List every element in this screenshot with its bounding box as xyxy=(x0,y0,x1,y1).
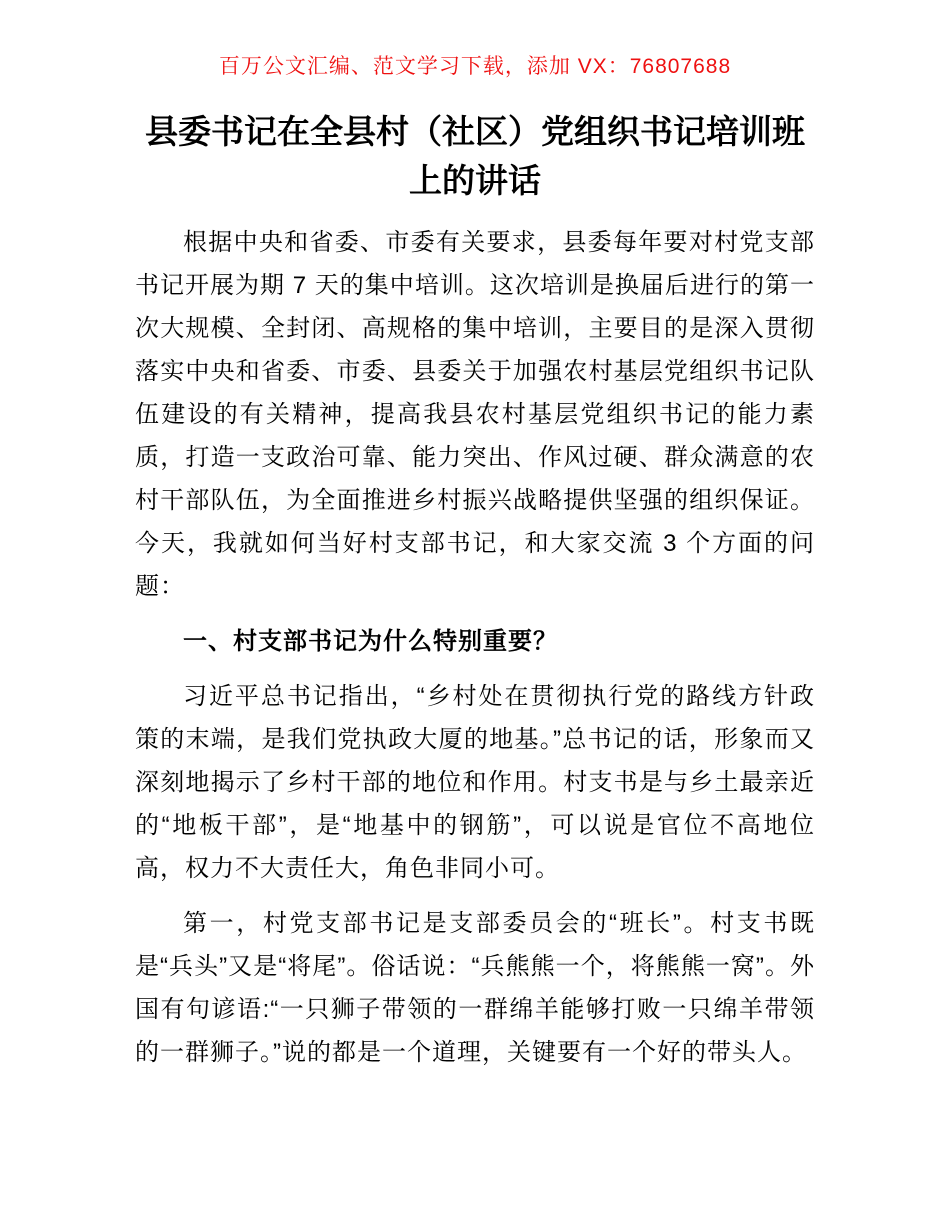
title-line-2: 上的讲话 xyxy=(409,162,541,199)
title-line-1: 县委书记在全县村（社区）党组织书记培训班 xyxy=(145,113,805,150)
document-body xyxy=(135,221,815,1074)
promo-banner: 百万公文汇编、范文学习下载，添加 VX：76807688 xyxy=(218,55,732,78)
paragraph-first-point: 第一，村党支部书记是支部委员会的“班长”。村支书既是“兵头”又是“将尾”。俗话说：“兵熊熊一个，将熊熊一窝”。外国有句谚语:“一只狮子带领的一群绵羊能够打败一只绵羊带领的一群狮子。”说的都是一个道理，关键要有一个好的带头人。 xyxy=(135,910,815,1066)
paragraph-intro: 根据中央和省委、市委有关要求，县委每年要对村党支部书记开展为期 7 天的集中培训。这次培训是换届后进行的第一次大规模、全封闭、高规格的集中培训，主要目的是深入贯彻落实中央和省委、市委、县委关于加强农村基层党组织书记队伍建设的有关精神，提高我县农村基层党组织书记的能力素质，打造一支政治可靠、能力突出、作风过硬、群众满意的农村干部队伍，为全面推进乡村振兴战略提供坚强的组织保证。今天，我就如何当好村支部书记，和大家交流 3 个方面的问题： xyxy=(135,229,815,600)
paragraph-quote-importance: 习近平总书记指出，“乡村处在贯彻执行党的路线方针政策的末端，是我们党执政大厦的地基。”总书记的话，形象而又深刻地揭示了乡村干部的地位和作用。村支书是与乡土最亲近的“地板干部”，是“地基中的钢筋”，可以说是官位不高地位高，权力不大责任大，角色非同小可。 xyxy=(135,683,815,882)
section-heading-1: 一、村支部书记为什么特别重要？ xyxy=(183,628,558,655)
document-title xyxy=(130,107,820,205)
